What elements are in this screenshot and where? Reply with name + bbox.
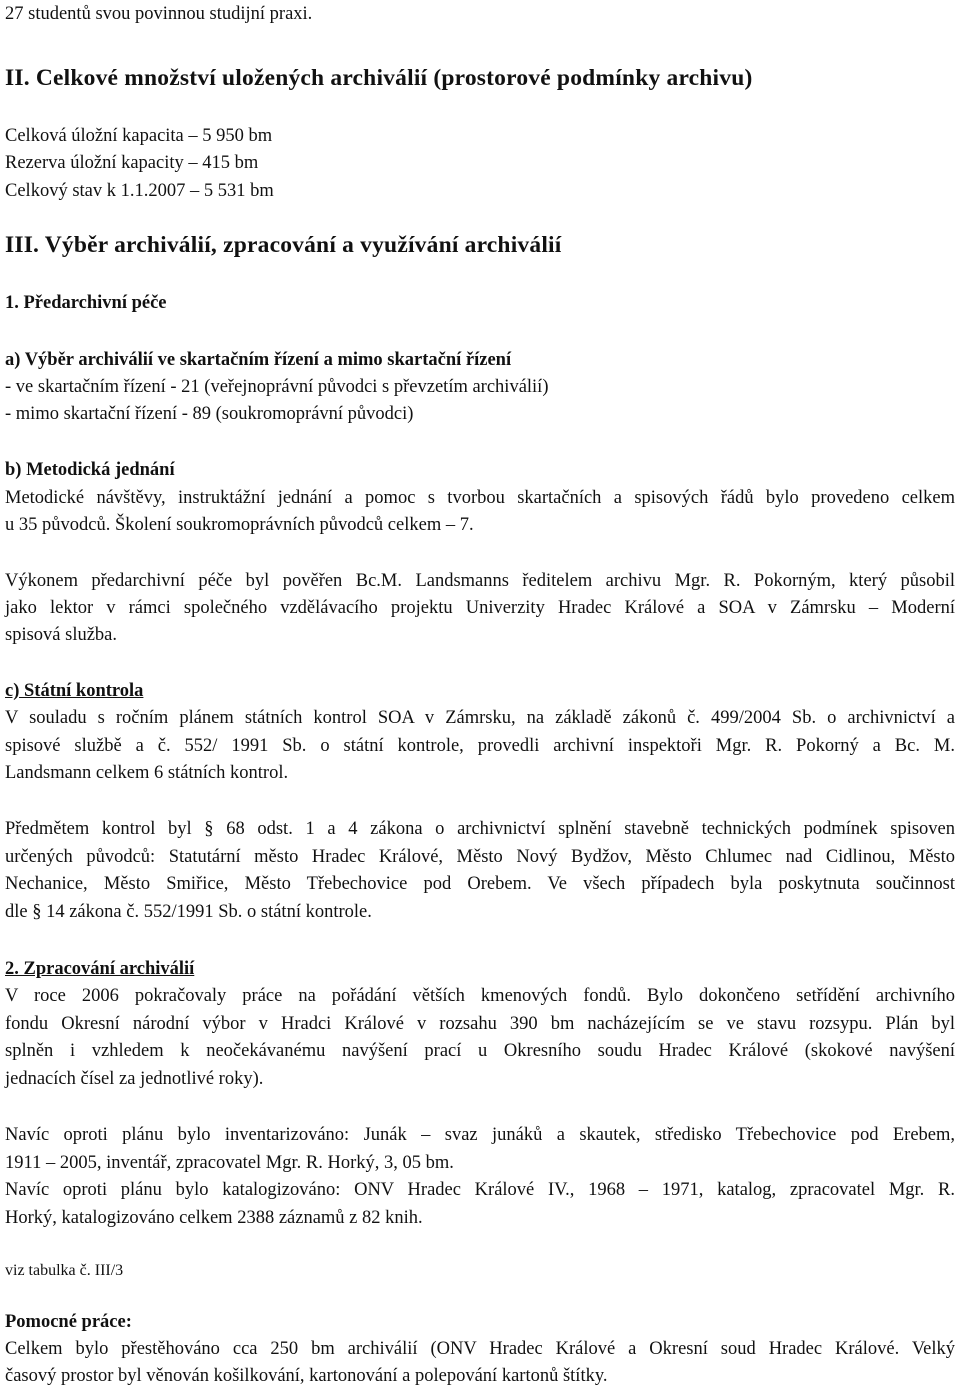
paragraph-line: jednacích čísel za jednotlivé roky).	[5, 1069, 264, 1089]
auxiliary-work-heading: Pomocné práce:	[5, 1312, 132, 1332]
subsection-c-heading: c) Státní kontrola	[5, 681, 144, 701]
subsection-b-heading: b) Metodická jednání	[5, 460, 175, 480]
paragraph-line: Předmětem kontrol byl § 68 odst. 1 a 4 zákona o archivnictví splnění stavebně technických podmínek spisoven	[5, 819, 955, 839]
paragraph-line: časový prostor byl věnován košilkování, kartonování a polepování kartonů štítky.	[5, 1366, 608, 1386]
section-2-heading: II. Celkové množství uložených archiválií (prostorové podmínky archivu)	[5, 65, 753, 91]
paragraph-line: určených původců: Statutární město Hradec Králové, Město Nový Bydžov, Město Chlumec nad Cidlinou, Město	[5, 847, 955, 867]
section-3-heading: III. Výběr archiválií, zpracování a využívání archiválií	[5, 232, 562, 258]
paragraph-line: u 35 původců. Školení soukromoprávních původců celkem – 7.	[5, 515, 474, 535]
paragraph-line: 1911 – 2005, inventář, zpracovatel Mgr. R. Horký, 3, 05 bm.	[5, 1153, 454, 1173]
subsection-a-heading: a) Výběr archiválií ve skartačním řízení a mimo skartační řízení	[5, 350, 512, 370]
table-reference: viz tabulka č. III/3	[5, 1262, 124, 1279]
paragraph-line: dle § 14 zákona č. 552/1991 Sb. o státní kontrole.	[5, 902, 372, 922]
paragraph-line: Výkonem předarchivní péče byl pověřen Bc.M. Landsmanns ředitelem archivu Mgr. R. Pokorným, který působil	[5, 571, 955, 591]
capacity-line: Celková úložní kapacita – 5 950 bm	[5, 126, 273, 146]
paragraph-line: Landsmann celkem 6 státních kontrol.	[5, 763, 289, 783]
reserve-line: Rezerva úložní kapacity – 415 bm	[5, 153, 259, 173]
paragraph-line: Navíc oproti plánu bylo katalogizováno: ONV Hradec Králové IV., 1968 – 1971, katalog, zpracovatel Mgr. R.	[5, 1180, 955, 1200]
paragraph-line: V roce 2006 pokračovaly práce na pořádání větších kmenových fondů. Bylo dokončeno setřídění archivního	[5, 986, 955, 1006]
subsection-1-heading: 1. Předarchivní péče	[5, 293, 167, 313]
list-item: - ve skartačním řízení - 21 (veřejnoprávní původci s převzetím archiválií)	[5, 377, 549, 397]
paragraph-line: spisové službě a č. 552/ 1991 Sb. o státní kontrole, provedli archivní inspektoři Mgr. R. Pokorný a Bc. M.	[5, 736, 955, 756]
paragraph-line: fondu Okresní národní výbor v Hradci Králové v rozsahu 390 bm nacházejícím se ve stavu rozsypu. Plán byl	[5, 1014, 955, 1034]
continued-text-line: 27 studentů svou povinnou studijní praxi.	[5, 4, 313, 24]
paragraph-line: Navíc oproti plánu bylo inventarizováno: Junák – svaz junáků a skautek, středisko Třebechovice pod Erebem,	[5, 1125, 955, 1145]
paragraph-line: Metodické návštěvy, instruktážní jednání a pomoc s tvorbou skartačních a spisových řádů bylo provedeno celkem	[5, 488, 955, 508]
paragraph-line: Nechanice, Město Smiřice, Město Třebechovice pod Orebem. Ve všech případech byla poskytnuta součinnost	[5, 874, 955, 894]
paragraph-line: V souladu s ročním plánem státních kontrol SOA v Zámrsku, na základě zákonů č. 499/2004 Sb. o archivnictví a	[5, 708, 955, 728]
total-line: Celkový stav k 1.1.2007 – 5 531 bm	[5, 181, 274, 201]
paragraph-line: Horký, katalogizováno celkem 2388 záznamů z 82 knih.	[5, 1208, 423, 1228]
paragraph-line: splněn i vzhledem k neočekávanému navýšení prací u Okresního soudu Hradec Králové (skokové navýšení	[5, 1041, 955, 1061]
subsection-2-heading: 2. Zpracování archiválií	[5, 959, 195, 979]
list-item: - mimo skartační řízení - 89 (soukromoprávní původci)	[5, 404, 414, 424]
paragraph-line: jako lektor v rámci společného vzdělávacího projektu Univerzity Hradec Králové a SOA v Zámrsku – Moderní	[5, 598, 955, 618]
paragraph-line: Celkem bylo přestěhováno cca 250 bm archiválií (ONV Hradec Králové a Okresní soud Hradec Králové. Velký	[5, 1339, 955, 1359]
paragraph-line: spisová služba.	[5, 625, 118, 645]
